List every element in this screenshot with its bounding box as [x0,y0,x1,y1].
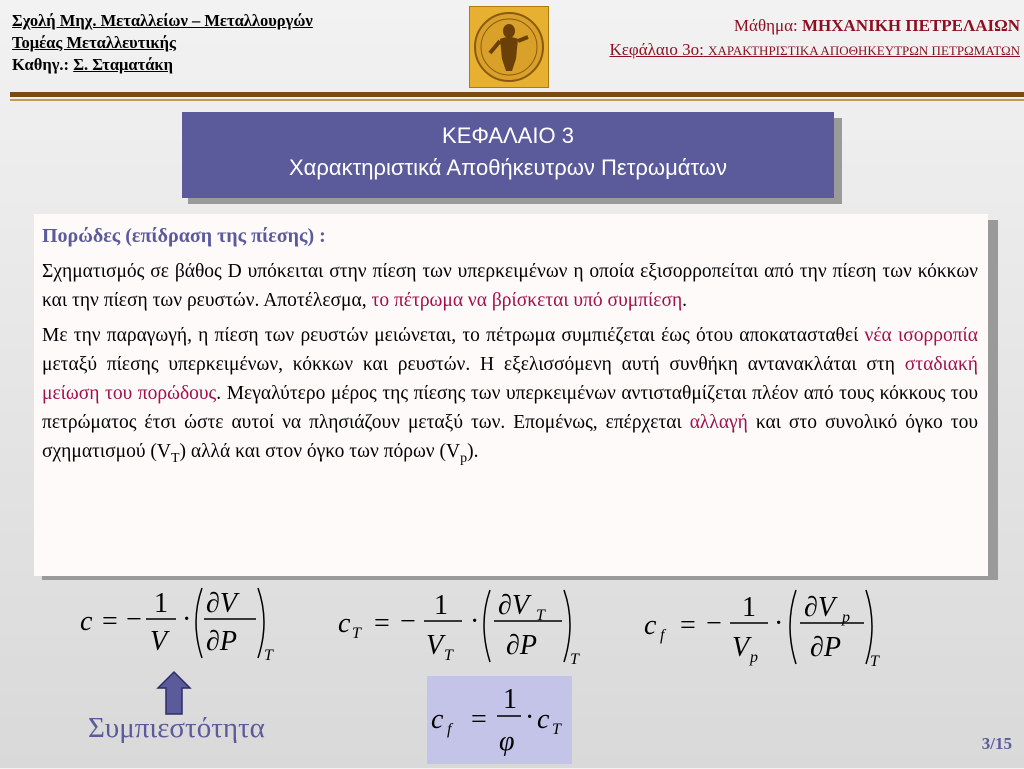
svg-text:T: T [536,607,545,624]
svg-text:=: = [102,606,118,637]
svg-text:=: = [471,704,487,735]
arrow-up-icon [156,670,192,716]
chapter-prefix: Κεφάλαιο 3ο: [609,40,704,59]
svg-text:V: V [732,632,750,663]
formula-bulk-compressibility [336,584,596,668]
course-line [609,14,1020,38]
compressibility-label: Συμπιεστότητα [88,712,265,744]
svg-text:∂P: ∂P [810,632,841,663]
text-span: Σχηματισμός σε βάθος D υπόκειται στην πίεση των υπερκειμένων η οποία εξισορροπείται από την πίεση των κόκκων και την πίεση των ρευστών. Αποτέλεσμα, [42,261,978,311]
section-heading: Πορώδες (επίδραση της πίεσης) : [42,225,326,247]
text-span: ) αλλά και στον όγκο των πόρων (V [179,441,461,462]
text-span: και στο συνολικό όγκο του σχηματισμού (V [42,412,978,462]
svg-text:T: T [570,651,579,668]
text-span: ). [467,441,479,462]
svg-text:−: − [706,608,722,639]
svg-text:V: V [426,630,444,661]
department-name: Τομέας Μεταλλευτικής [12,33,176,52]
page-number: 3/15 [981,734,1012,753]
chapter-line [609,38,1020,63]
svg-text:T: T [552,721,561,738]
svg-text:∂P: ∂P [206,626,237,657]
course-prefix: Μάθημα: [733,16,798,35]
formula-pore-compressibility [642,584,902,670]
svg-text:·: · [774,608,784,639]
svg-text:p: p [842,609,850,626]
formula-compressibility [78,582,288,662]
svg-text:T: T [870,653,879,670]
svg-text:p: p [750,649,758,666]
svg-text:1: 1 [503,684,517,715]
text-span: Με την παραγωγή, η πίεση των ρευστών μειώνεται, το πέτρωμα συμπιέζεται έως ότου αποκατασταθεί [42,325,865,346]
header-separator-thin [10,99,1024,101]
highlight-text: το πέτρωμα να βρίσκεται υπό συμπίεση [371,290,683,311]
svg-text:1: 1 [434,590,448,621]
highlight-text: νέα ισορροπία [864,325,979,346]
highlight-text: αλλαγή [689,412,748,433]
svg-text:∂V: ∂V [206,588,237,619]
header-left [12,10,313,76]
formula-pore-bulk-relation [427,676,572,764]
svg-text:∂P: ∂P [506,630,537,661]
svg-text:·: · [470,606,480,637]
title-line-1: ΚΕΦΑΛΑΙΟ 3 [442,123,574,148]
title-line-2: Χαρακτηριστικά Αποθήκευτρων Πετρωμάτων [288,155,728,180]
subscript: T [170,451,180,466]
svg-text:T: T [264,647,273,662]
svg-text:c: c [644,610,657,641]
subscript: p [460,451,468,466]
svg-text:=: = [374,608,390,639]
svg-text:1: 1 [154,588,168,619]
header-right [609,14,1020,63]
school-name: Σχολή Μηχ. Μεταλλείων – Μεταλλουργών [12,11,313,30]
svg-text:c: c [80,606,93,637]
slide-title [182,112,834,198]
svg-text:T: T [444,647,453,664]
text-span: μεταξύ πίεσης υπερκειμένων, κόκκων και ρευστών. Η εξελισσόμενη αυτή συνθήκη αντανακλάται στη [42,354,905,375]
text-span: . Μεγαλύτερο μέρος της πίεσης των υπερκειμένων αντισταθμίζεται πλέον από τους κόκκους του πετρώματος έτσι ώστε αυτοί να πλησιάζουν μεταξύ των. Επομένως, επέρχεται [42,383,978,433]
content-box [34,214,988,576]
university-logo [469,6,549,88]
professor-prefix: Καθηγ.: [12,55,70,74]
svg-text:·: · [182,604,192,635]
formula-highlight-box [427,676,572,764]
svg-text:f: f [660,627,665,644]
course-name: ΜΗΧΑΝΙΚΗ ΠΕΤΡΕΛΑΙΩΝ [801,16,1020,35]
highlight-text: σταδιακή μείωση του πορώδους [42,354,978,404]
svg-text:1: 1 [742,592,756,623]
svg-text:φ: φ [499,726,515,757]
svg-text:−: − [400,606,416,637]
paragraph-2 [42,321,978,468]
svg-text:−: − [126,604,142,635]
professor-line [12,54,313,76]
text-span: . [682,290,688,311]
svg-text:∂V: ∂V [498,590,529,621]
svg-text:T: T [352,625,361,642]
svg-text:c: c [338,608,351,639]
svg-text:∂V: ∂V [804,592,835,623]
chapter-name: ΧΑΡΑΚΤΗΡΙΣΤΙΚΑ ΑΠΟΘΗΚΕΥΤΡΩΝ ΠΕΤΡΩΜΑΤΩΝ [708,43,1020,58]
svg-text:·: · [525,702,535,733]
svg-text:c: c [537,704,550,735]
svg-text:V: V [150,626,168,657]
paragraph-1 [42,257,978,315]
svg-text:f: f [447,721,452,738]
svg-text:c: c [431,704,444,735]
header-separator [10,92,1024,97]
professor-name: Σ. Σταματάκη [73,55,173,74]
svg-text:=: = [680,610,696,641]
